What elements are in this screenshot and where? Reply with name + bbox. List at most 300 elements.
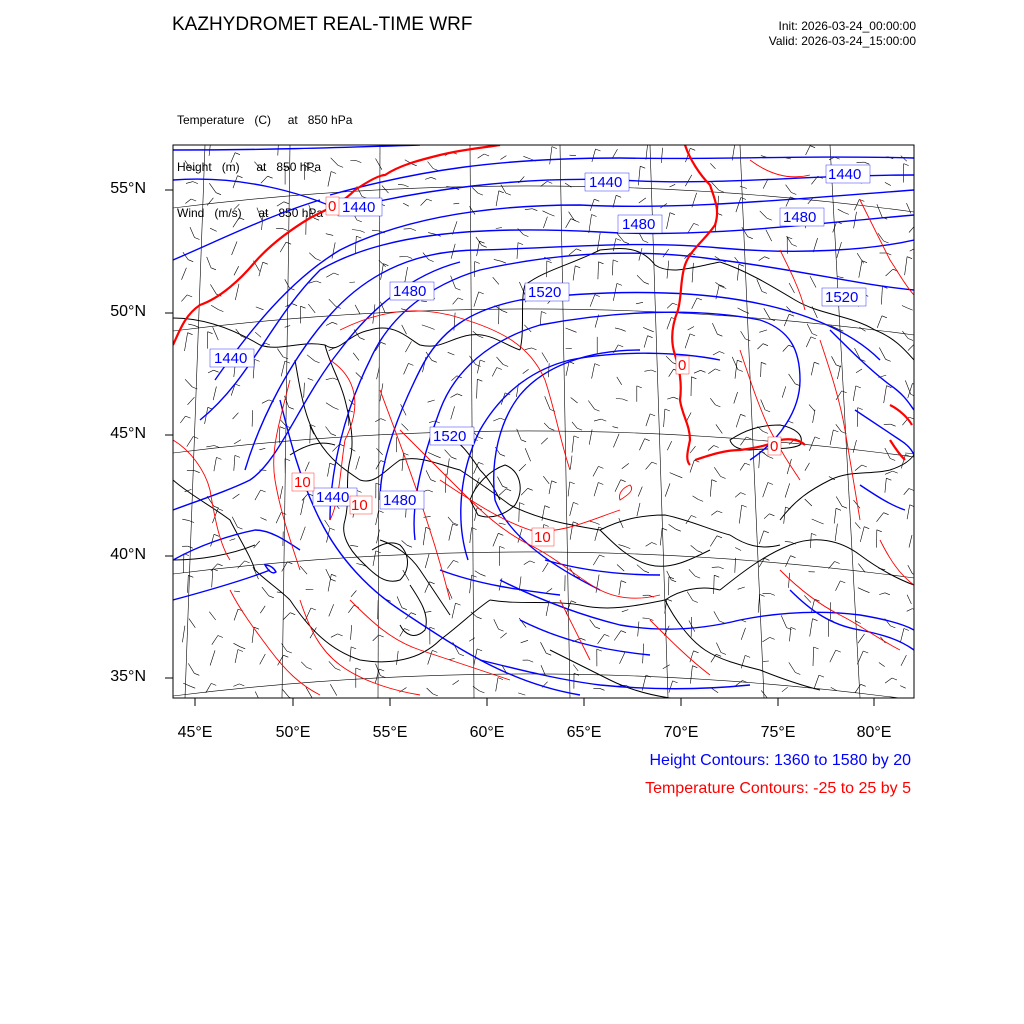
wind-barb-feather xyxy=(914,344,919,346)
wind-barb-feather xyxy=(381,419,386,421)
wind-barb-feather xyxy=(311,608,316,610)
wind-barb xyxy=(449,659,455,660)
wind-barb-feather xyxy=(330,463,335,465)
wind-barb-feather xyxy=(211,139,216,141)
wind-barb xyxy=(566,328,572,330)
wind-barb-feather xyxy=(360,338,365,340)
wind-barb xyxy=(904,489,909,495)
wind-barb xyxy=(594,483,598,497)
wind-barb-feather xyxy=(498,533,503,535)
wind-barb-feather xyxy=(208,332,213,334)
wind-barb-feather xyxy=(338,165,343,167)
wind-barb-feather xyxy=(484,154,489,156)
wind-barb xyxy=(210,284,216,294)
wind-barb xyxy=(305,608,311,620)
wind-barb xyxy=(373,551,376,566)
wind-barb xyxy=(738,308,745,311)
wind-barb xyxy=(423,527,426,545)
wind-barb xyxy=(332,242,335,258)
wind-barb xyxy=(689,569,695,576)
wind-barb xyxy=(493,418,500,421)
wind-barb xyxy=(714,467,720,476)
wind-barb-feather xyxy=(506,193,511,195)
svg-text:1480: 1480 xyxy=(383,492,417,509)
wind-barb-feather xyxy=(432,360,437,362)
wind-barb xyxy=(402,453,404,471)
wind-barb xyxy=(183,554,184,573)
wind-barb xyxy=(254,541,260,548)
wind-barb-feather xyxy=(618,345,623,347)
wind-barb-feather xyxy=(909,489,914,491)
wind-barb xyxy=(349,282,355,283)
wind-barb-feather xyxy=(314,218,319,220)
wind-barb xyxy=(255,332,261,337)
wind-barb xyxy=(230,539,236,541)
wind-barb-feather xyxy=(810,146,815,148)
wind-barb-feather xyxy=(616,195,621,197)
wind-barb xyxy=(548,363,549,377)
wind-barb-feather xyxy=(764,558,769,560)
wind-barb-feather xyxy=(815,437,820,439)
wind-barb-feather xyxy=(311,170,316,172)
wind-barb xyxy=(617,565,624,572)
wind-barb xyxy=(909,535,912,548)
lon-label: 65°E xyxy=(566,724,602,741)
wind-barb xyxy=(213,327,219,340)
wind-barb xyxy=(639,439,644,451)
wind-barb-feather xyxy=(648,143,653,145)
wind-barb xyxy=(712,182,719,190)
wind-barb xyxy=(542,353,548,363)
svg-text:1480: 1480 xyxy=(393,283,427,300)
wind-barb-feather xyxy=(214,534,219,536)
wind-barb-feather xyxy=(651,370,656,372)
wind-barb-feather xyxy=(285,361,290,363)
wind-barb xyxy=(885,678,892,683)
wind-barb xyxy=(470,575,472,593)
wind-barb-feather xyxy=(858,408,863,410)
wind-barb-feather xyxy=(745,655,750,657)
svg-text:1520: 1520 xyxy=(433,428,467,445)
wind-barb xyxy=(255,490,261,500)
wind-barb-feather xyxy=(284,202,289,204)
wind-barb xyxy=(356,564,362,565)
wind-barb xyxy=(285,279,290,288)
wind-barb-feather xyxy=(452,457,457,459)
wind-barb xyxy=(351,625,352,640)
wind-barb-feather xyxy=(864,527,869,529)
lon-ticks xyxy=(195,698,874,706)
wind-barb xyxy=(326,403,334,408)
wind-barb-feather xyxy=(238,527,243,529)
lon-label: 60°E xyxy=(469,724,505,741)
wind-barb xyxy=(350,448,356,451)
wind-barb xyxy=(549,481,552,494)
wind-barb-feather xyxy=(188,260,193,262)
wind-barb xyxy=(425,554,429,568)
lat-ticks xyxy=(165,190,173,678)
wind-barb xyxy=(210,228,217,231)
wind-barb-feather xyxy=(357,490,362,492)
wind-barb xyxy=(496,191,499,206)
wind-barb xyxy=(448,517,453,523)
wind-barb-feather xyxy=(218,509,223,511)
wind-barb xyxy=(260,518,266,521)
wind-barb-feather xyxy=(662,528,667,530)
wind-barb-feather xyxy=(598,483,603,485)
wind-barb xyxy=(189,619,195,628)
wind-barb xyxy=(685,175,692,186)
wind-barb-feather xyxy=(644,282,649,284)
wind-barb xyxy=(858,588,865,591)
wind-barb-feather xyxy=(430,328,435,330)
wind-barb xyxy=(736,414,740,427)
wind-barb-feather xyxy=(528,660,533,662)
wind-barb-feather xyxy=(305,162,310,164)
wind-barb-feather xyxy=(334,408,339,410)
wind-barb xyxy=(781,615,786,627)
wind-barb-feather xyxy=(697,551,702,553)
wind-barb-feather xyxy=(741,414,746,416)
wind-barb xyxy=(278,136,279,156)
wind-barb xyxy=(667,397,673,399)
wind-barb-feather xyxy=(572,330,577,332)
wind-barb-feather xyxy=(238,176,243,178)
wind-barb xyxy=(690,460,694,472)
wind-barb-feather xyxy=(289,407,294,409)
wind-barb-feather xyxy=(768,483,773,485)
wind-barb-feather xyxy=(432,650,437,652)
wind-barb xyxy=(211,564,218,571)
wind-barb xyxy=(644,336,648,348)
wind-barb xyxy=(619,518,623,528)
wind-barb xyxy=(350,647,351,662)
wind-barb-feather xyxy=(530,561,535,563)
wind-barb-feather xyxy=(908,308,913,310)
wind-barb-feather xyxy=(617,283,622,285)
wind-barb xyxy=(908,344,915,351)
lon-label: 55°E xyxy=(372,724,408,741)
wind-barb-feather xyxy=(331,434,336,436)
wind-barb-feather xyxy=(498,678,503,680)
wind-barb-feather xyxy=(283,655,288,657)
wind-barb-feather xyxy=(480,360,485,362)
wind-barb-feather xyxy=(844,212,849,214)
wind-barb xyxy=(209,612,215,620)
lat-label: 55°N xyxy=(110,180,146,197)
wind-barb xyxy=(806,337,811,347)
wind-barb xyxy=(211,534,214,546)
wind-barb-feather xyxy=(856,386,861,388)
wind-barb xyxy=(710,163,715,169)
wind-barb xyxy=(550,147,552,165)
wind-barb-feather xyxy=(456,603,461,605)
wind-barb xyxy=(786,185,792,193)
wind-barb-feather xyxy=(545,506,550,508)
wind-barb-feather xyxy=(690,148,695,150)
wind-barb xyxy=(853,386,856,401)
wind-barb-feather xyxy=(791,627,796,629)
wind-barb-feather xyxy=(268,176,273,178)
wind-barb xyxy=(421,301,427,302)
wind-barb xyxy=(300,527,305,541)
wind-barb-feather xyxy=(356,668,361,670)
wind-barb xyxy=(670,184,676,187)
wind-barb-feather xyxy=(549,428,554,430)
wind-barb-feather xyxy=(791,556,796,558)
wind-barb-feather xyxy=(701,370,706,372)
wind-barb xyxy=(350,545,358,546)
wind-barb-feather xyxy=(643,241,648,243)
wind-barb-feather xyxy=(499,629,504,631)
wind-barb xyxy=(252,627,254,643)
wind-barb-feather xyxy=(596,149,601,151)
wind-barb xyxy=(613,434,619,448)
wind-barb xyxy=(884,386,887,403)
wind-barb xyxy=(764,308,770,319)
wind-barb-feather xyxy=(532,348,537,350)
wind-barb xyxy=(667,303,673,308)
wind-barb-feather xyxy=(191,199,196,201)
wind-barb-feather xyxy=(263,262,268,264)
wind-barb-feather xyxy=(330,528,335,530)
wind-barb-feather xyxy=(408,363,413,365)
wind-barb-feather xyxy=(624,242,629,244)
wind-barb-feather xyxy=(719,567,724,569)
wind-barb xyxy=(517,429,521,440)
wind-barb-feather xyxy=(739,264,744,266)
wind-barb xyxy=(543,563,549,572)
wind-barb xyxy=(496,228,502,229)
wind-barb xyxy=(813,647,814,666)
wind-barb xyxy=(742,227,748,237)
wind-barb-feather xyxy=(336,668,341,670)
wind-barb-feather xyxy=(616,239,621,241)
wind-barb xyxy=(519,577,521,591)
wind-barb xyxy=(544,423,549,428)
contour-label xyxy=(380,491,424,509)
wind-barb-feather xyxy=(351,647,356,649)
wind-barb xyxy=(397,651,399,665)
wind-barb xyxy=(451,276,456,288)
wind-barb-feather xyxy=(789,314,794,316)
wind-barb-feather xyxy=(477,617,482,619)
wind-barb-feather xyxy=(407,257,412,259)
wind-barb xyxy=(686,516,691,524)
wind-barb xyxy=(573,665,578,672)
wind-barb xyxy=(836,424,842,431)
wind-barb-feather xyxy=(360,231,365,233)
wind-barb xyxy=(543,217,547,228)
wind-barb xyxy=(328,463,330,476)
wind-barb-feather xyxy=(193,182,198,184)
wind-barb xyxy=(280,486,283,499)
wind-barb xyxy=(209,183,216,193)
wind-barb-feather xyxy=(500,418,505,420)
svg-text:1440: 1440 xyxy=(589,174,623,191)
wind-barb-feather xyxy=(280,427,285,429)
wind-barb xyxy=(763,483,768,498)
wind-barb xyxy=(807,324,812,334)
wind-barb-feather xyxy=(667,599,672,601)
wind-barb-feather xyxy=(331,574,336,576)
wind-barb xyxy=(905,257,908,276)
wind-barb xyxy=(859,327,865,331)
wind-barb xyxy=(376,448,382,455)
wind-barb xyxy=(620,652,626,664)
wind-barb xyxy=(234,609,238,620)
wind-barb-feather xyxy=(518,243,523,245)
wind-barb xyxy=(398,184,404,185)
wind-barb xyxy=(622,610,629,612)
temperature-legend: Temperature Contours: -25 to 25 by 5 xyxy=(645,780,911,797)
wind-barb-feather xyxy=(742,505,747,507)
wind-barb-feather xyxy=(552,481,557,483)
contour-label xyxy=(338,198,382,216)
wind-barb-feather xyxy=(235,455,240,457)
wind-barb xyxy=(613,427,619,429)
wind-barb-feather xyxy=(214,506,219,508)
wind-barb-feather xyxy=(475,262,480,264)
wind-barb xyxy=(328,172,331,187)
wind-barb-feather xyxy=(478,193,483,195)
wind-barb-feather xyxy=(433,694,438,696)
wind-barb xyxy=(182,626,185,643)
wind-barb xyxy=(902,306,908,309)
wind-barb xyxy=(637,565,644,571)
wind-barb-feather xyxy=(192,387,197,389)
wind-barb xyxy=(523,369,529,373)
wind-barb xyxy=(669,369,674,377)
wind-barb xyxy=(637,503,640,516)
wind-barb xyxy=(280,242,286,252)
wind-barb xyxy=(569,249,576,255)
wind-barb xyxy=(857,651,863,664)
wind-barb xyxy=(619,581,621,595)
wind-barb xyxy=(282,644,287,652)
wind-barb xyxy=(636,302,643,304)
wind-barb-feather xyxy=(338,634,343,636)
wind-barb-feather xyxy=(813,619,818,621)
wind-barb xyxy=(186,182,193,184)
wind-barb xyxy=(907,595,911,604)
svg-text:10: 10 xyxy=(351,497,368,514)
wind-barb-feather xyxy=(269,596,274,598)
wind-barb xyxy=(857,253,864,263)
wind-barb xyxy=(543,211,550,214)
wind-barb xyxy=(687,592,693,601)
wind-barb-feather xyxy=(332,322,337,324)
wind-barb xyxy=(690,446,695,453)
wind-barb xyxy=(545,396,550,409)
lon-label: 75°E xyxy=(760,724,796,741)
wind-barb xyxy=(638,166,640,185)
wind-barb xyxy=(571,398,578,404)
wind-barb xyxy=(663,665,670,669)
wind-barb xyxy=(908,384,913,399)
wind-barb-feather xyxy=(290,613,295,615)
wind-barb xyxy=(589,215,592,234)
wind-barb xyxy=(901,629,904,643)
wind-barb xyxy=(260,606,265,613)
wind-barb xyxy=(740,437,746,445)
contour-label xyxy=(780,208,824,226)
wind-barb-feather xyxy=(842,391,847,393)
wind-barb xyxy=(735,558,736,573)
wind-barb xyxy=(183,683,190,686)
wind-barb-feather xyxy=(741,493,746,495)
wind-barb xyxy=(234,643,241,647)
wind-barb xyxy=(785,541,791,542)
wind-barb xyxy=(421,199,427,206)
wind-barb-feather xyxy=(836,650,841,652)
wind-barb xyxy=(570,456,572,470)
wind-barb xyxy=(617,377,622,385)
wind-barb xyxy=(712,323,717,334)
wind-barb xyxy=(541,438,548,444)
wind-barb xyxy=(540,312,541,326)
wind-barb-feather xyxy=(431,177,436,179)
wind-barb xyxy=(405,341,411,352)
wind-barb-feather xyxy=(904,164,909,166)
wind-barb-feather xyxy=(595,627,600,629)
wind-barb xyxy=(789,662,796,672)
wind-barb-feather xyxy=(411,229,416,231)
wind-barb xyxy=(262,400,269,403)
wind-barb-feather xyxy=(811,533,816,535)
wind-barb-feather xyxy=(380,676,385,678)
wind-barb xyxy=(494,259,501,261)
wind-barb-feather xyxy=(428,490,433,492)
wind-barb-feather xyxy=(194,673,199,675)
wind-barb-feather xyxy=(479,292,484,294)
wind-barb xyxy=(234,591,240,592)
wind-barb xyxy=(879,593,885,595)
wind-barb-feather xyxy=(301,306,306,308)
wind-barb xyxy=(710,398,715,405)
wind-barb-feather xyxy=(652,543,657,545)
wind-barb-feather xyxy=(404,185,409,187)
wind-barb xyxy=(453,203,459,204)
wind-barb xyxy=(261,176,268,183)
wind-barb xyxy=(734,392,738,404)
wind-barb-feather xyxy=(670,213,675,215)
wind-barb-feather xyxy=(621,480,626,482)
wind-barb-feather xyxy=(737,360,742,362)
wind-barb xyxy=(715,282,721,286)
wind-barb xyxy=(910,248,917,252)
wind-barb xyxy=(741,331,746,339)
wind-barb-feather xyxy=(912,384,917,386)
wind-barb xyxy=(789,283,794,293)
wind-barb xyxy=(233,413,239,419)
wind-barb-feather xyxy=(283,357,288,359)
wind-barb xyxy=(877,316,882,328)
wind-barb-feather xyxy=(436,456,441,458)
field-temperature: Temperature (C) at 850 hPa xyxy=(177,113,353,127)
wind-barb-feather xyxy=(645,439,650,441)
wind-barb xyxy=(663,249,669,257)
wind-barb xyxy=(905,380,911,394)
lon-label: 70°E xyxy=(663,724,699,741)
wind-barb-feather xyxy=(861,684,866,686)
wind-barb-feather xyxy=(770,637,775,639)
wind-barb xyxy=(185,161,190,169)
wind-barb xyxy=(425,177,431,179)
wind-barb xyxy=(901,655,906,666)
wind-barb xyxy=(262,587,269,596)
wind-barb xyxy=(593,466,598,476)
